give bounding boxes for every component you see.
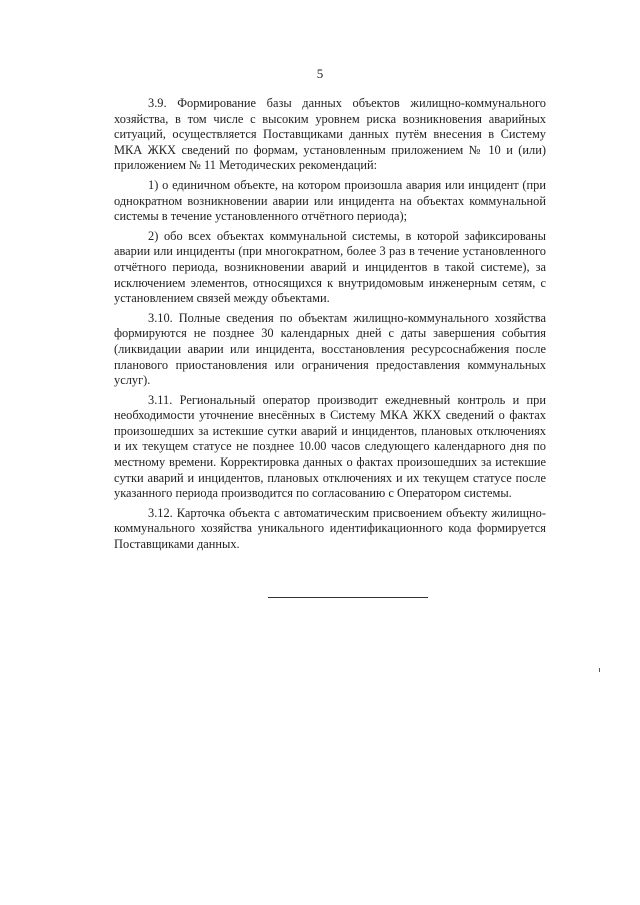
page-number: 5 (316, 66, 324, 81)
paragraph-3-10: 3.10. Полные сведения по объектам жилищно-коммунального хозяйства формируются не позднее 30 календарных дней с даты завершения события (ликвидации аварии или инцидента, восстановления ресурсоснабжения после планового приостановления или ограничения предоставления коммунальных услуг). (114, 310, 546, 388)
paragraph-3-11: 3.11. Региональный оператор производит ежедневный контроль и при необходимости уточнение внесённых в Систему МКА ЖКХ сведений о фактах произошедших за истекшие сутки аварий и инцидентов, плановых отключениях и их текущем статусе не позднее 10.00 часов следующего календарного дня по местному времени. Корректировка данных о фактах произошедших за истекшие сутки аварий и инцидентов, плановых отключениях и их текущем статусе после указанного периода производится по согласованию с Оператором системы. (114, 392, 546, 501)
paragraph-3-12: 3.12. Карточка объекта с автоматическим присвоением объекту жилищно-коммунального хозяйства уникального идентификационного кода формируется Поставщиками данных. (114, 505, 546, 552)
list-item-2: 2) обо всех объектах коммунальной системы, в которой зафиксированы аварии или инциденты (при многократном, более 3 раз в течение установленного отчётного периода, возникновении аварий и инцидентов в такой системе), за исключением элементов, относящихся к внутридомовым инженерным сетям, с установлением связей между объектами. (114, 228, 546, 306)
document-body (114, 96, 546, 557)
end-of-text-rule (268, 597, 428, 598)
paragraph-3-9: 3.9. Формирование базы данных объектов жилищно-коммунального хозяйства, в том числе с высоким уровнем риска возникновения аварийных ситуаций, осуществляется Поставщиками данных путём внесения в Систему МКА ЖКХ сведений по формам, установленным приложением № 10 и (или) приложением № 11 Методических рекомендаций: (114, 96, 546, 173)
scan-mark (599, 668, 600, 672)
list-item-1: 1) о единичном объекте, на котором произошла авария или инцидент (при однократном возникновении аварии или инцидента на объектах коммунальной системы в течение установленного отчётного периода); (114, 177, 546, 224)
